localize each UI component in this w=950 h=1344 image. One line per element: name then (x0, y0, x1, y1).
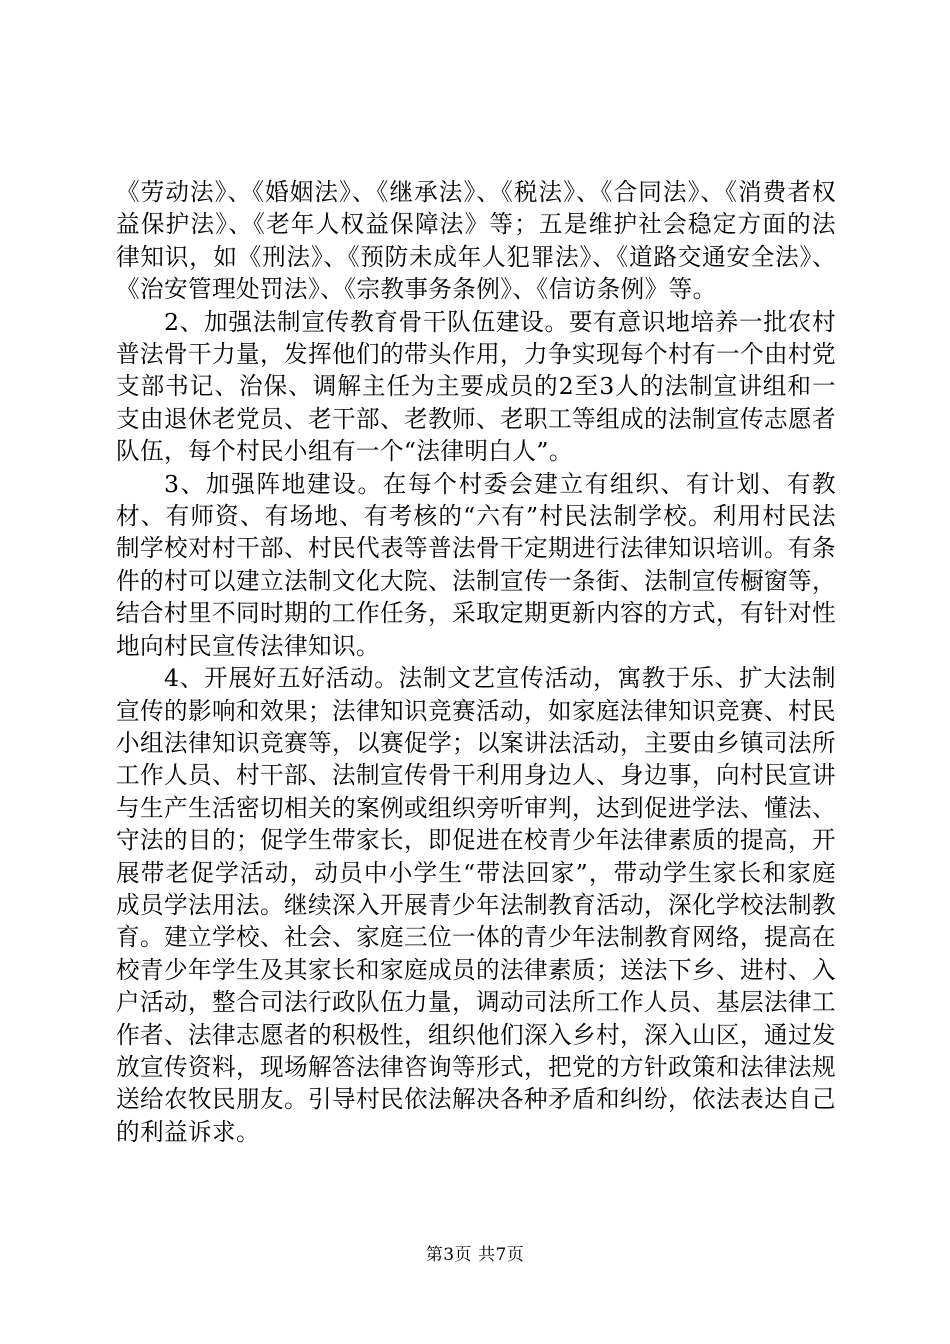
paragraph-law-list-continued: 《劳动法》、《婚姻法》、《继承法》、《税法》、《合同法》、《消费者权益保护法》、《老年人权益保障法》等；五是维护社会稳定方面的法律知识，如《刑法》、《预防未成年人犯罪法》、《道路交通安全法》、《治安管理处罚法》、《宗教事务条例》、《信访条例》等。 (116, 178, 836, 304)
page-footer: 第3页 共7页 (425, 1245, 525, 1265)
document-body (116, 176, 836, 1148)
paragraph-five-activities: 4、开展好五好活动。法制文艺宣传活动，寓教于乐、扩大法制宣传的影响和效果；法律知识竞赛活动，如家庭法律知识竞赛、村民小组法律知识竞赛等，以赛促学；以案讲法活动，主要由乡镇司法所工作人员、村干部、法制宣传骨干利用身边人、身边事，向村民宣讲与生产生活密切相关的案例或组织旁听审判，达到促进学法、懂法、守法的目的；促学生带家长，即促进在校青少年法律素质的提高，开展带老促学活动，动员中小学生“带法回家”，带动学生家长和家庭成员学法用法。继续深入开展青少年法制教育活动，深化学校法制教育。建立学校、社会、家庭三位一体的青少年法制教育网络，提高在校青少年学生及其家长和家庭成员的法律素质；送法下乡、进村、入户活动，整合司法行政队伍力量，调动司法所工作人员、基层法律工作者、法律志愿者的积极性，组织他们深入乡村，深入山区，通过发放宣传资料，现场解答法律咨询等形式，把党的方针政策和法律法规送给农牧民朋友。引导村民依法解决各种矛盾和纠纷，依法表达自己的利益诉求。 (116, 664, 836, 1146)
paragraph-backbone-team: 2、加强法制宣传教育骨干队伍建设。要有意识地培养一批农村普法骨干力量，发挥他们的带头作用，力争实现每个村有一个由村党支部书记、治保、调解主任为主要成员的2至3人的法制宣讲组和一支由退休老党员、老干部、老教师、老职工等组成的法制宣传志愿者队伍，每个村民小组有一个“法律明白人”。 (116, 307, 836, 466)
paragraph-position-building: 3、加强阵地建设。在每个村委会建立有组织、有计划、有教材、有师资、有场地、有考核的“六有”村民法制学校。利用村民法制学校对村干部、村民代表等普法骨干定期进行法律知识培训。有条件的村可以建立法制文化大院、法制宣传一条街、法制宣传橱窗等，结合村里不同时期的工作任务，采取定期更新内容的方式，有针对性地向村民宣传法律知识。 (116, 469, 836, 660)
